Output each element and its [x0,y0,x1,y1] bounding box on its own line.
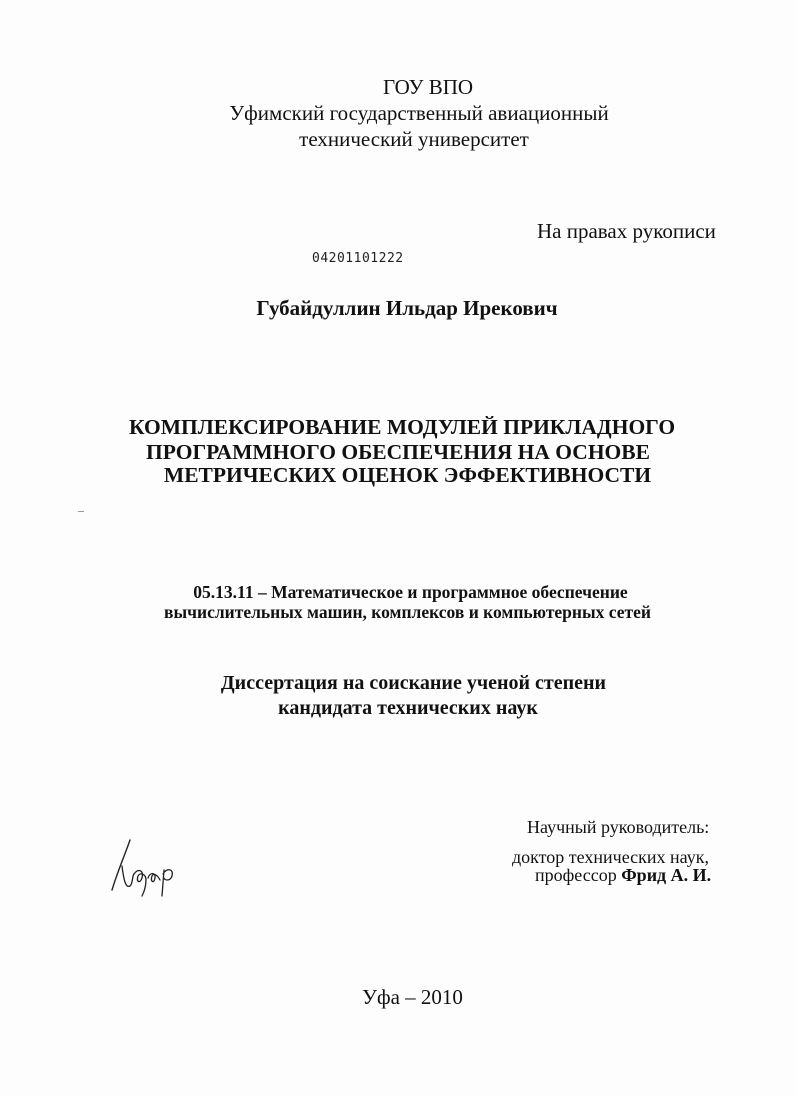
specialty-code: 05.13.11 [193,582,254,602]
registration-code: 04201101222 [312,251,404,266]
thesis-title-line1: КОМПЛЕКСИРОВАНИЕ МОДУЛЕЙ ПРИКЛАДНОГО [128,415,676,439]
supervisor-title-name [535,864,711,886]
supervisor-title: профессор [535,865,622,885]
supervisor-label: Научный руководитель: [527,817,710,837]
thesis-title-line3: МЕТРИЧЕСКИХ ОЦЕНОК ЭФФЕКТИВНОСТИ [163,463,652,487]
org-abbreviation: ГОУ ВПО [382,75,474,99]
specialty-name-part1: – Математическое и программное обеспечение [253,582,628,602]
university-name-line2: технический университет [299,127,529,151]
handwritten-signature [108,836,188,898]
dissertation-type-line1: Диссертация на соискание ученой степени [220,672,607,694]
university-name-line1: Уфимский государственный авиационный [229,101,609,125]
specialty-line2: вычислительных машин, комплексов и компьютерных сетей [164,602,651,622]
thesis-title-line2: ПРОГРАММНОГО ОБЕСПЕЧЕНИЯ НА ОСНОВЕ [146,440,650,464]
supervisor-degree: доктор технических наук, [512,847,709,867]
supervisor-name: Фрид А. И. [621,865,712,885]
manuscript-rights-note: На правах рукописи [537,219,716,243]
dissertation-type-line2: кандидата технических наук [278,697,538,719]
scan-speck [78,511,84,512]
city-year: Уфа – 2010 [362,985,463,1009]
author-name: Губайдуллин Ильдар Ирекович [256,296,558,320]
